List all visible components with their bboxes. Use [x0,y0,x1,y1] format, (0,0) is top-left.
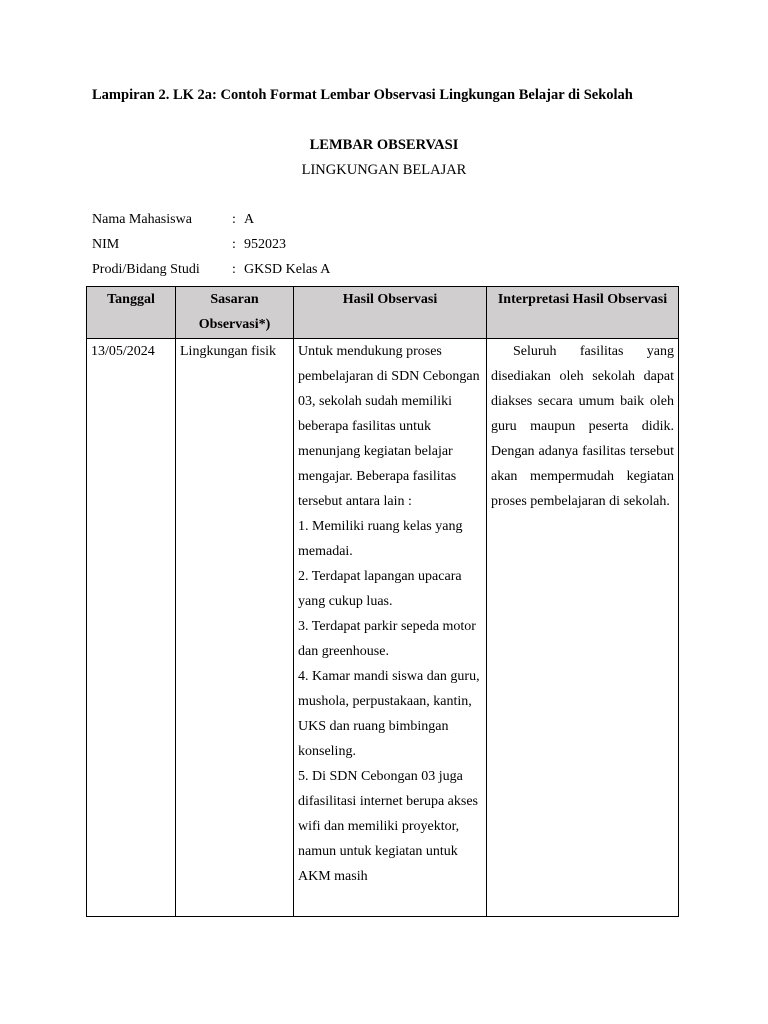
info-separator: : [232,237,236,252]
observation-table [86,286,679,917]
sheet-subtitle: LINGKUNGAN BELAJAR [301,162,467,178]
info-separator: : [232,262,236,277]
info-value: A [244,212,255,227]
hasil-item: 5. Di SDN Cebongan 03 juga difasilitasi internet berupa akses wifi dan memiliki proyektor, namun untuk kegiatan untuk AKM masih [298,769,478,884]
header-sasaran: Sasaran Observasi*) [176,287,294,339]
header-tanggal: Tanggal [87,287,176,339]
header-interpretasi: Interpretasi Hasil Observasi [487,287,679,339]
sheet-title: LEMBAR OBSERVASI [309,137,459,153]
info-separator: : [232,212,236,227]
hasil-item: 4. Kamar mandi siswa dan guru, mushola, perpustakaan, kantin, UKS dan ruang bimbingan konseling. [298,669,480,759]
hasil-intro: Untuk mendukung proses pembelajaran di SDN Cebongan 03, sekolah sudah memiliki beberapa fasilitas untuk menunjang kegiatan belajar mengajar. Beberapa fasilitas tersebut antara lain : [298,344,480,509]
cell-sasaran: Lingkungan fisik [176,339,294,917]
document-title: Lampiran 2. LK 2a: Contoh Format Lembar Observasi Lingkungan Belajar di Sekolah [92,87,633,103]
hasil-item: 1. Memiliki ruang kelas yang memadai. [298,519,463,559]
table-row [87,339,679,917]
info-label: Nama Mahasiswa [92,212,192,227]
info-label: Prodi/Bidang Studi [92,262,200,277]
hasil-item: 3. Terdapat parkir sepeda motor dan greenhouse. [298,619,476,659]
hasil-item: 2. Terdapat lapangan upacara yang cukup luas. [298,569,462,609]
header-hasil: Hasil Observasi [294,287,487,339]
cell-interpretasi [487,339,679,917]
info-label: NIM [92,237,120,252]
info-value: GKSD Kelas A [244,262,331,277]
info-value: 952023 [244,237,286,252]
cell-hasil [294,339,487,917]
table-header-row [87,287,679,339]
cell-tanggal: 13/05/2024 [87,339,176,917]
interpretasi-text: Seluruh fasilitas yang disediakan oleh sekolah dapat diakses secara umum baik oleh guru maupun peserta didik. Dengan adanya fasilitas tersebut akan mempermudah kegiatan proses pembelajaran di sekolah. [491,344,674,509]
